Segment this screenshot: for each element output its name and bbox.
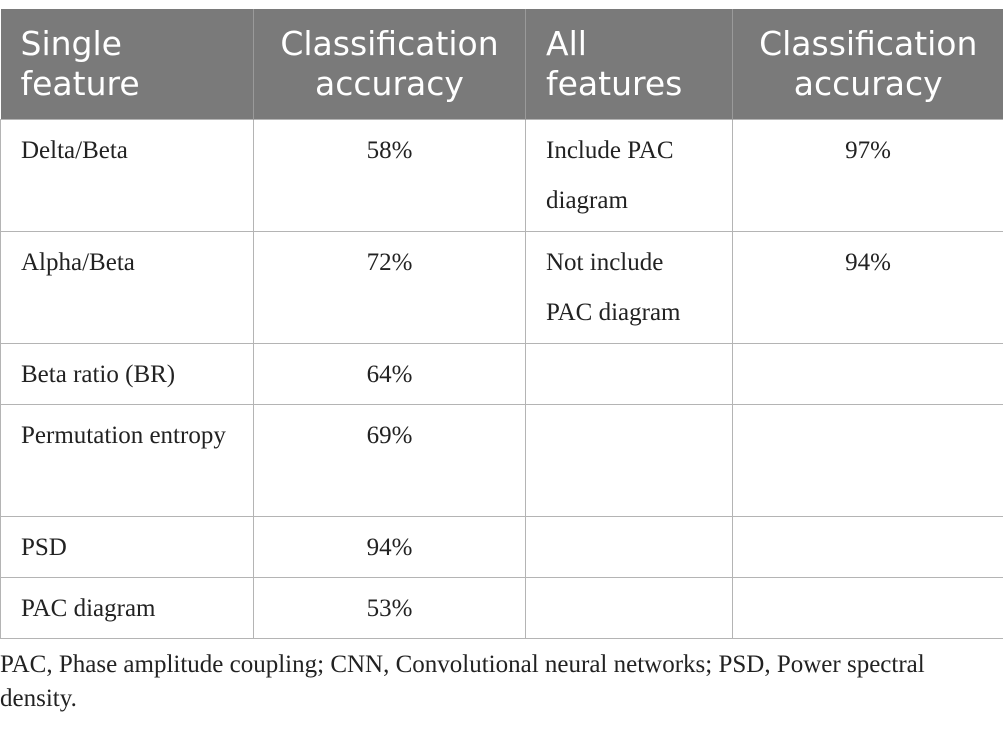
single-accuracy-cell: 94%: [254, 516, 526, 577]
all-features-cell: Not include PAC diagram: [526, 231, 733, 343]
all-accuracy-cell: 94%: [733, 231, 1003, 343]
all-accuracy-cell: [733, 577, 1003, 638]
results-table: [0, 9, 1003, 639]
all-features-cell: [526, 343, 733, 404]
single-accuracy-cell: 69%: [254, 404, 526, 516]
single-feature-cell: PAC diagram: [1, 577, 254, 638]
all-accuracy-cell: 97%: [733, 119, 1003, 231]
all-accuracy-cell: [733, 516, 1003, 577]
header-all-accuracy: Classification accuracy: [733, 9, 1003, 119]
all-features-cell: [526, 577, 733, 638]
table-row: [1, 516, 1003, 577]
header-single-feature: Single feature: [1, 9, 254, 119]
table-body: [1, 119, 1003, 638]
all-features-cell: Include PAC diagram: [526, 119, 733, 231]
single-accuracy-cell: 64%: [254, 343, 526, 404]
header-row: [1, 9, 1003, 119]
all-accuracy-cell: [733, 343, 1003, 404]
single-feature-cell: Permutation entropy: [1, 404, 254, 516]
table-row: [1, 404, 1003, 516]
table-header: [1, 9, 1003, 119]
single-feature-cell: PSD: [1, 516, 254, 577]
all-features-cell: [526, 404, 733, 516]
single-feature-cell: Delta/Beta: [1, 119, 254, 231]
table-footnote: PAC, Phase amplitude coupling; CNN, Convolutional neural networks; PSD, Power spectral density.: [0, 651, 925, 712]
table-row: [1, 577, 1003, 638]
table-row: [1, 231, 1003, 343]
single-accuracy-cell: 72%: [254, 231, 526, 343]
single-feature-cell: Beta ratio (BR): [1, 343, 254, 404]
single-accuracy-cell: 58%: [254, 119, 526, 231]
table-row: [1, 343, 1003, 404]
all-accuracy-cell: [733, 404, 1003, 516]
single-feature-cell: Alpha/Beta: [1, 231, 254, 343]
single-accuracy-cell: 53%: [254, 577, 526, 638]
table-row: [1, 119, 1003, 231]
all-features-cell: [526, 516, 733, 577]
header-single-accuracy: Classification accuracy: [254, 9, 526, 119]
header-all-features: All features: [526, 9, 733, 119]
